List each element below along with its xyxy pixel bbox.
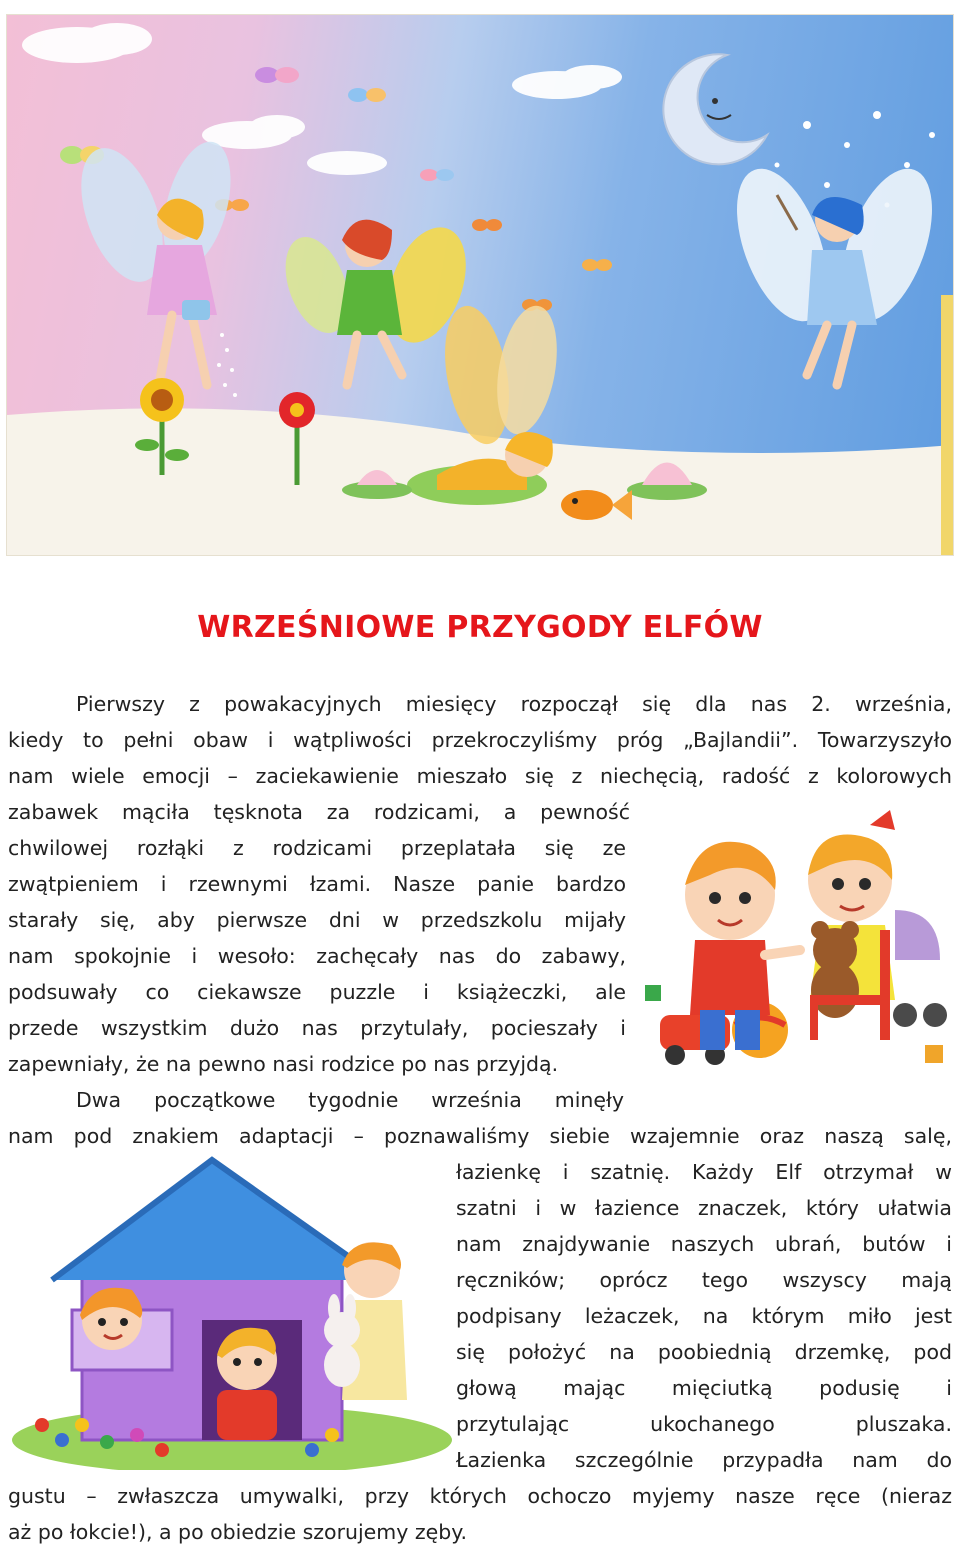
fairy-banner-illustration bbox=[6, 14, 954, 556]
page-title: WRZEŚNIOWE PRZYGODY ELFÓW bbox=[197, 610, 763, 645]
text-line: się położyć na poobiednią drzemkę, pod bbox=[456, 1340, 952, 1364]
text-line: nam wiele emocji – zaciekawienie mieszało się z niechęcią, radość z kolorowych bbox=[8, 764, 952, 788]
text-line: podpisany leżaczek, na którym miło jest bbox=[456, 1304, 952, 1328]
fairy-right bbox=[719, 157, 950, 385]
text-line: chwilowej rozłąki z rodzicami przeplatała się ze bbox=[8, 836, 626, 860]
text-line: nam znajdywanie naszych ubrań, butów i bbox=[456, 1232, 952, 1256]
text-line: gustu – zwłaszcza umywalki, przy których ochoczo myjemy nasze ręce (nieraz bbox=[8, 1484, 952, 1508]
text-line: kiedy to pełni obaw i wątpliwości przekroczyliśmy próg „Bajlandii”. Towarzyszyło bbox=[8, 728, 952, 752]
moon-icon bbox=[663, 54, 767, 164]
text-line: głową mając mięciutką podusię i bbox=[456, 1376, 952, 1400]
text-line: szatni i w łazience znaczek, który ułatwia bbox=[456, 1196, 952, 1220]
text-line: zapewniały, że na pewno nasi rodzice po nas przyjdą. bbox=[8, 1052, 559, 1076]
text-line: przytulając ukochanego pluszaka. bbox=[456, 1412, 952, 1436]
fairy-scene bbox=[7, 15, 953, 555]
text-line: Pierwszy z powakacyjnych miesięcy rozpoczął się dla nas 2. września, bbox=[76, 692, 952, 716]
text-line: nam spokojnie i wesoło: zachęcały nas do zabawy, bbox=[8, 944, 626, 968]
text-line: starały się, aby pierwsze dni w przedszkolu mijały bbox=[8, 908, 626, 932]
text-line: zwątpieniem i rzewnymi łzami. Nasze panie bardzo bbox=[8, 872, 626, 896]
text-line: Łazienka szczególnie przypadła nam do bbox=[456, 1448, 952, 1472]
text-line: zabawek mąciła tęsknota za rodzicami, a pewność bbox=[8, 800, 630, 824]
text-line: nam pod znakiem adaptacji – poznawaliśmy siebie wzajemnie oraz naszą salę, bbox=[8, 1124, 952, 1148]
kids-with-teddy-illustration bbox=[640, 800, 950, 1080]
text-line: Dwa początkowe tygodnie września minęły bbox=[76, 1088, 624, 1112]
text-line: aż po łokcie!), a po obiedzie szorujemy zęby. bbox=[8, 1520, 468, 1544]
text-line: podsuwały co ciekawsze puzzle i książeczki, ale bbox=[8, 980, 626, 1004]
water-drops bbox=[217, 333, 237, 397]
fairy-left bbox=[65, 134, 243, 395]
text-line: przede wszystkim dużo nas przytulały, pocieszały i bbox=[8, 1016, 626, 1040]
playhouse-kids-illustration bbox=[12, 1150, 452, 1470]
text-line: łazienkę i szatnię. Każdy Elf otrzymał w bbox=[456, 1160, 952, 1184]
text-line: ręczników; oprócz tego wszyscy mają bbox=[456, 1268, 952, 1292]
